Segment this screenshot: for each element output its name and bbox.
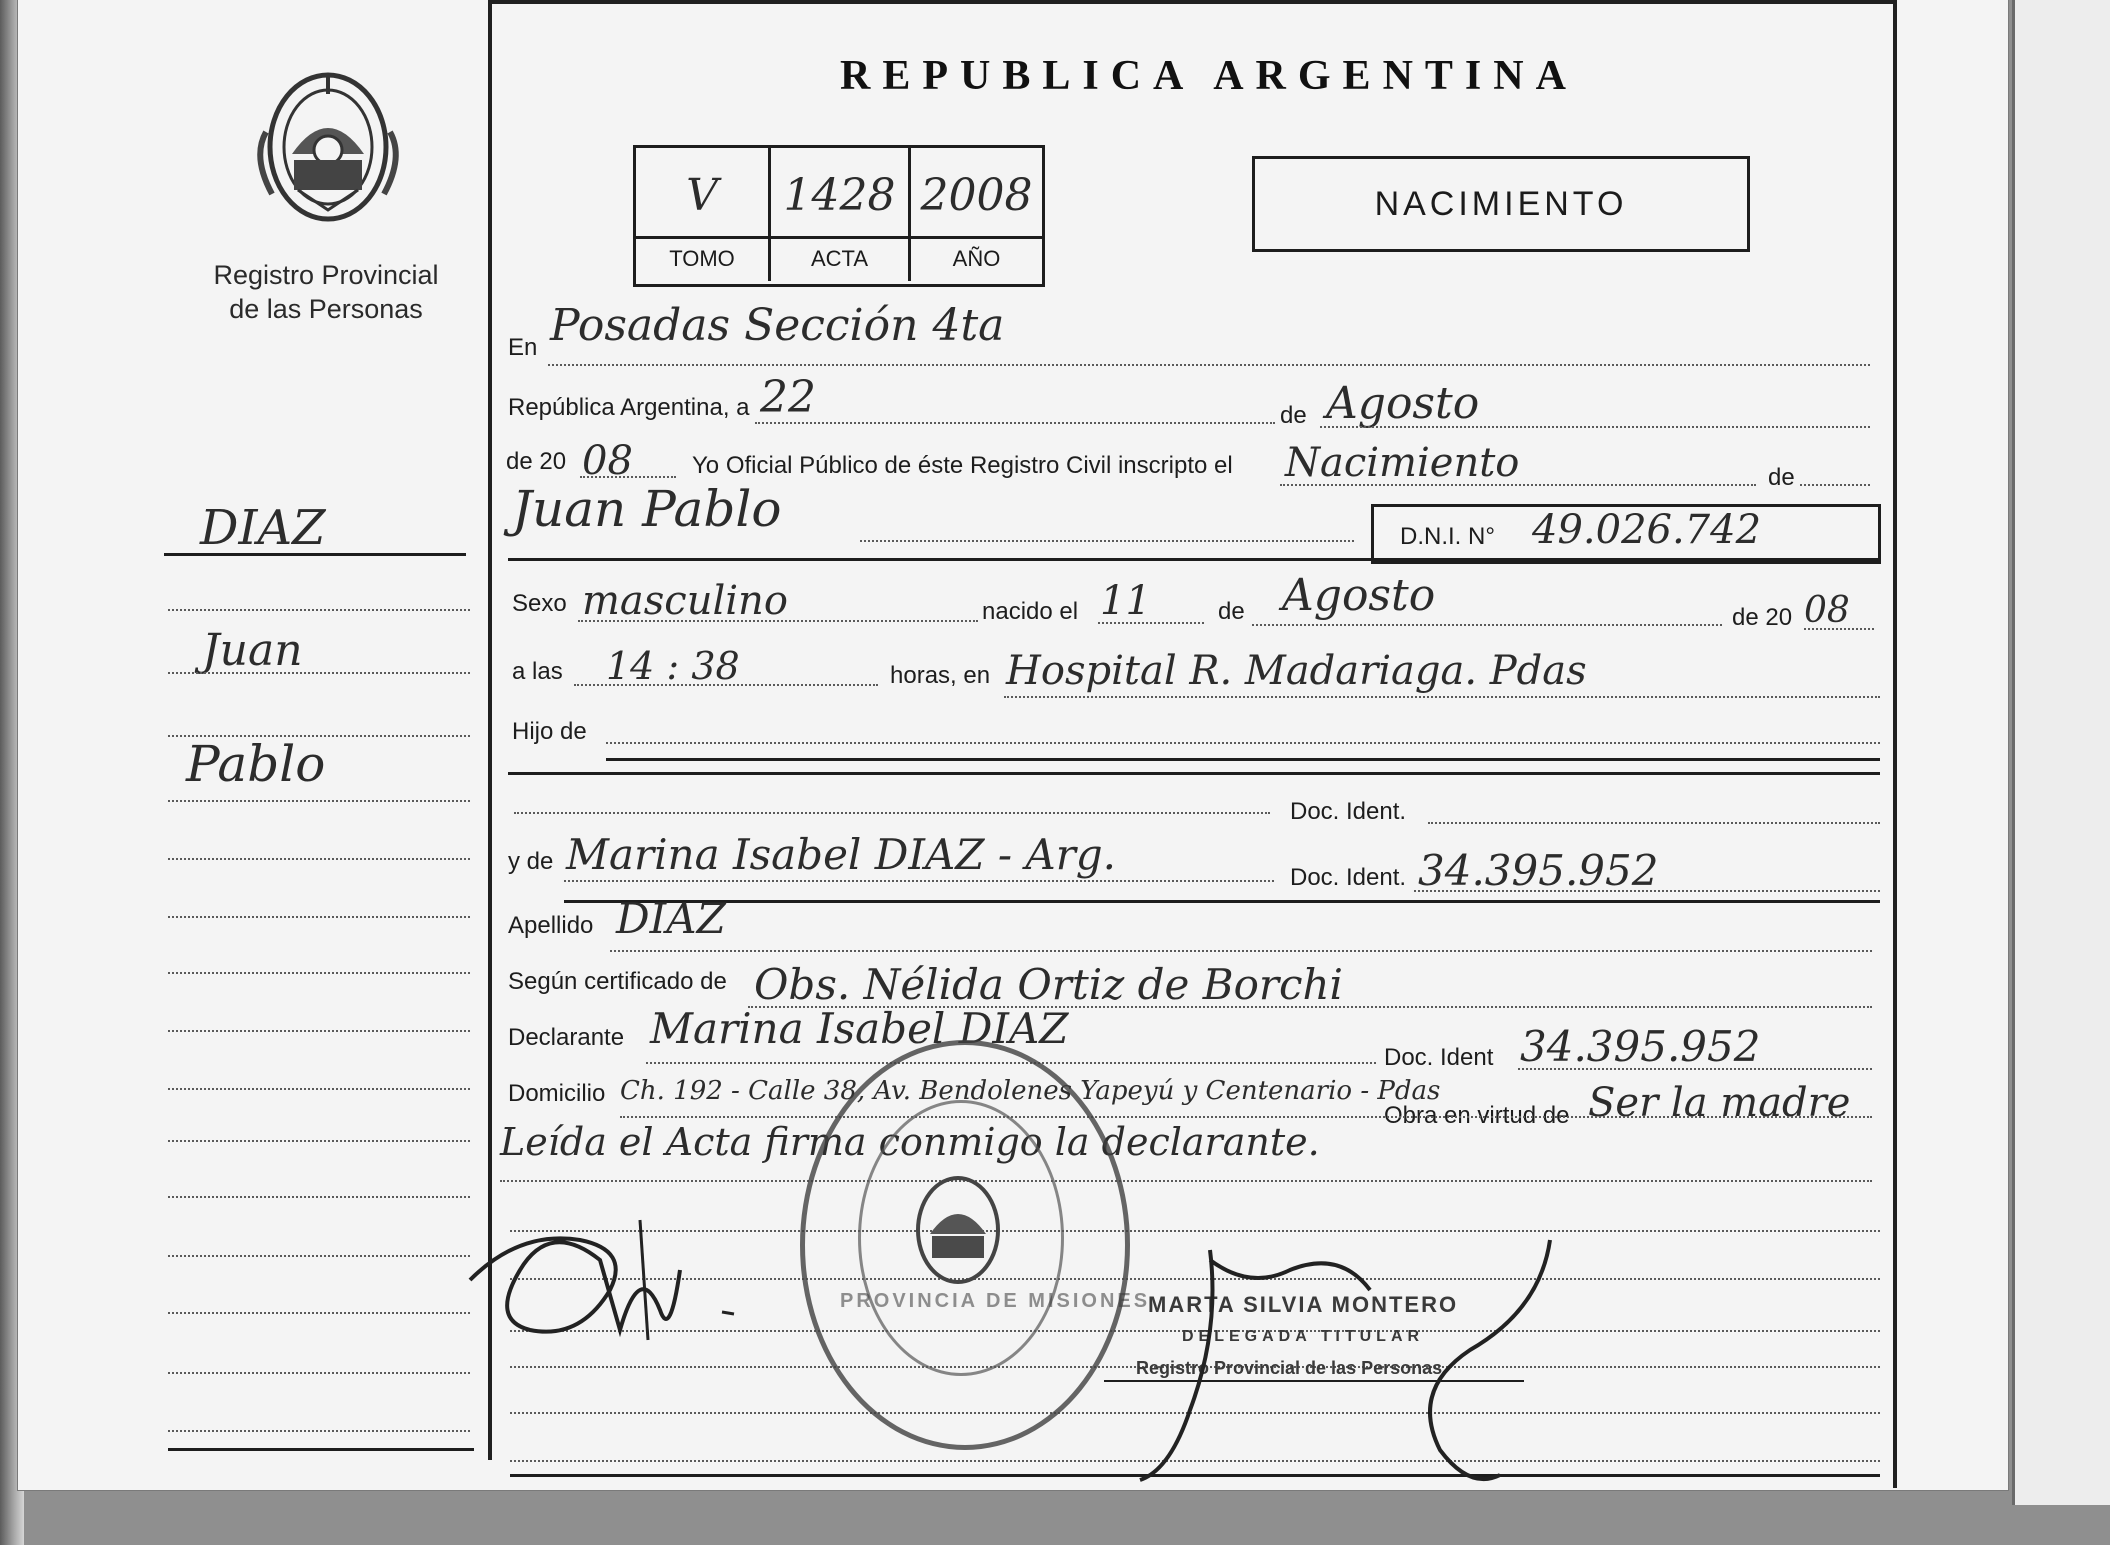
en-value: Posadas Sección 4ta: [550, 300, 1005, 351]
section-rule: [606, 758, 1880, 761]
closing-text: Leída el Acta firma conmigo la declarante.: [500, 1120, 1320, 1164]
rule: [578, 620, 978, 622]
domicilio-value: Ch. 192 - Calle 38, Av. Bendolenes Yapeyú y Centenario - Pdas: [620, 1076, 1441, 1106]
section-rule: [564, 900, 1880, 903]
rule: [1414, 890, 1880, 892]
rule: [1804, 628, 1874, 630]
margin-rule: [168, 1088, 470, 1090]
declarant-signature-icon: [460, 1200, 740, 1360]
dni-value: 49.026.742: [1532, 507, 1762, 553]
declarante-value: Marina Isabel DIAZ: [650, 1004, 1069, 1053]
child-name: Juan Pablo: [512, 480, 782, 538]
registration-box: [633, 145, 1045, 287]
apellido-label: Apellido: [508, 912, 594, 939]
margin-firstname: Juan: [202, 625, 303, 676]
en-label: En: [508, 334, 538, 361]
margin-rule: [168, 1255, 470, 1257]
oficial-text: Yo Oficial Público de éste Registro Civil inscripto el: [692, 452, 1233, 479]
rule: [580, 476, 676, 478]
rule: [564, 880, 1274, 882]
mother-name: Marina Isabel DIAZ - Arg.: [566, 830, 1117, 879]
segun-value: Obs. Nélida Ortiz de Borchi: [754, 960, 1343, 1009]
rule: [1518, 1068, 1872, 1070]
birth-time: 14 : 38: [606, 644, 740, 688]
rule: [1252, 624, 1722, 626]
tomo-value: V: [686, 170, 718, 221]
rule: [1098, 622, 1204, 624]
page-right-border: [1893, 0, 1897, 1488]
margin-rule: [168, 1030, 470, 1032]
section-rule: [508, 772, 1880, 775]
seal-crest-icon: [912, 1172, 1004, 1288]
margin-middlename: Pablo: [186, 735, 326, 793]
day-value: 22: [760, 372, 816, 423]
rule: [500, 1180, 1872, 1182]
officer-name: MARTA SILVIA MONTERO: [1148, 1292, 1459, 1317]
rule: [574, 684, 878, 686]
registry-name-line2: de las Personas: [229, 294, 423, 324]
nacido-label: nacido el: [982, 598, 1079, 625]
rule: [610, 950, 1872, 952]
margin-rule: [168, 735, 470, 737]
yde-label: y de: [508, 848, 554, 875]
officer-org: Registro Provincial de las Personas: [1136, 1358, 1443, 1378]
rule: [1004, 696, 1880, 698]
rule: [606, 742, 1880, 744]
acta-label: ACTA: [810, 246, 869, 271]
hijo-label: Hijo de: [512, 718, 587, 745]
margin-rule-solid: [164, 553, 466, 556]
declarante-label: Declarante: [508, 1024, 625, 1051]
tomo-cell: [636, 148, 771, 281]
margin-surname: DIAZ: [200, 500, 326, 556]
dni-box: [1371, 504, 1881, 564]
margin-rule: [168, 672, 470, 674]
rule: [1320, 426, 1870, 428]
ano-label: AÑO: [952, 246, 1001, 271]
year-suffix: 08: [582, 438, 633, 484]
de-label-2: de: [1768, 464, 1795, 491]
obra-label: Obra en virtud de: [1384, 1102, 1570, 1129]
margin-rule: [168, 1372, 470, 1374]
year-prefix: de 20: [506, 448, 567, 475]
rule: [1280, 484, 1756, 486]
rule: [620, 1116, 1872, 1118]
doc-ident-label: Doc. Ident.: [1290, 798, 1407, 825]
rule: [548, 364, 1870, 366]
page-top-border: [492, 0, 1893, 4]
sexo-value: masculino: [582, 578, 788, 624]
de20-label: de 20: [1732, 604, 1793, 631]
provincial-crest-icon: [248, 62, 408, 237]
birth-month: Agosto: [1282, 570, 1436, 621]
rule: [860, 540, 1354, 542]
margin-rule: [168, 858, 470, 860]
de-label: de: [1280, 402, 1307, 429]
officer-title: DELEGADA TITULAR: [1182, 1328, 1425, 1345]
margin-rule: [168, 1196, 470, 1198]
tomo-label: TOMO: [669, 246, 735, 271]
mother-doc: 34.395.952: [1418, 846, 1659, 895]
rule: [1800, 484, 1870, 486]
mother-doc-label: Doc. Ident.: [1290, 864, 1407, 891]
de-label-3: de: [1218, 598, 1245, 625]
country-title: REPUBLICA ARGENTINA: [840, 53, 1578, 99]
obra-value: Ser la madre: [1588, 1080, 1851, 1126]
acta-cell: [771, 148, 911, 281]
seal-text: PROVINCIA DE MISIONES: [840, 1290, 1151, 1312]
margin-rule: [168, 916, 470, 918]
ano-cell: [911, 148, 1042, 281]
margin-rule: [168, 972, 470, 974]
rule: [755, 422, 1275, 424]
next-page-edge: [2012, 0, 2110, 1505]
section-rule: [508, 558, 1880, 561]
republica-label: República Argentina, a: [508, 394, 750, 421]
declarante-doc: 34.395.952: [1520, 1022, 1761, 1071]
record-type-box: NACIMIENTO: [1252, 156, 1750, 252]
registration-separator: [636, 236, 1042, 239]
registry-name-line1: Registro Provincial: [213, 260, 439, 290]
month-value: Agosto: [1326, 378, 1480, 429]
birth-place: Hospital R. Madariaga. Pdas: [1006, 648, 1587, 694]
margin-rule: [168, 1312, 470, 1314]
rule: [514, 812, 1270, 814]
margin-rule: [168, 1430, 470, 1432]
margin-rule: [168, 609, 470, 611]
margin-rule: [168, 800, 470, 802]
inscripto-value: Nacimiento: [1285, 440, 1520, 486]
ano-value: 2008: [920, 170, 1033, 221]
birth-year-suffix: 08: [1804, 590, 1850, 631]
acta-value: 1428: [783, 170, 896, 221]
horas-label: horas, en: [890, 662, 991, 689]
domicilio-label: Domicilio: [508, 1080, 606, 1107]
officer-signature-icon: [1110, 1230, 1580, 1490]
dni-label: D.N.I. N°: [1400, 523, 1495, 550]
rule: [1428, 822, 1880, 824]
alas-label: a las: [512, 658, 563, 685]
segun-label: Según certificado de: [508, 968, 727, 995]
birth-day: 11: [1100, 578, 1151, 624]
apellido-value: DIAZ: [616, 894, 726, 943]
margin-rule-solid: [168, 1448, 474, 1451]
registry-name: [176, 258, 476, 326]
sexo-label: Sexo: [512, 590, 567, 617]
declarante-doc-label: Doc. Ident: [1384, 1044, 1494, 1071]
margin-rule: [168, 1140, 470, 1142]
